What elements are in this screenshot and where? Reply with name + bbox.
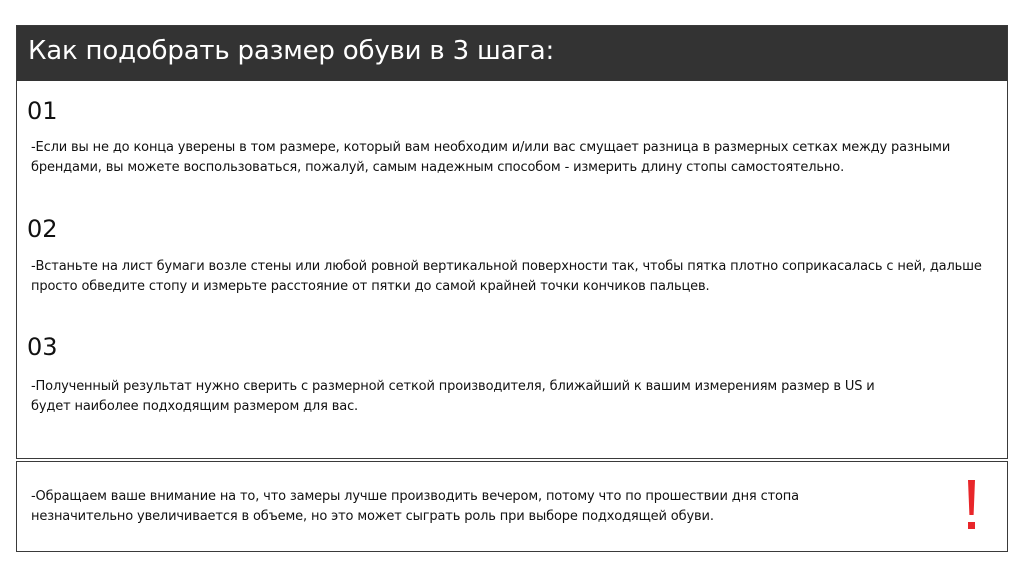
step-number: 02	[27, 215, 58, 243]
step-text: -Если вы не до конца уверены в том размере, который вам необходим и/или вас смущает разница в размерных сетках между разными брендами, вы можете воспользоваться, пожалуй, самым надежным способом - измерить длину стопы самостоятельно.	[31, 140, 951, 175]
note-text: -Обращаем ваше внимание на то, что замеры лучше производить вечером, потому что по прошествии дня стопа незначительно увеличивается в объеме, но это может сыграть роль при выборе подходящей обуви.	[31, 489, 799, 524]
step-text: -Встаньте на лист бумаги возле стены или любой ровной вертикальной поверхности так, чтобы пятка плотно соприкасалась с ней, дальше просто обведите стопу и измерьте расстояние от пятки до самой крайней точки кончиков пальцев.	[31, 259, 982, 294]
exclamation-icon	[963, 480, 983, 532]
exclamation-dot	[968, 522, 975, 529]
step-number: 01	[27, 97, 58, 125]
attention-note	[16, 461, 1008, 552]
instructions-card	[16, 25, 1008, 459]
page-title: Как подобрать размер обуви в 3 шага:	[28, 36, 555, 66]
exclamation-bar	[968, 480, 975, 515]
step-number: 03	[27, 333, 58, 361]
step-text: -Полученный результат нужно сверить с размерной сеткой производителя, ближайший к вашим измерениям размер в US и будет наиболее подходящим размером для вас.	[31, 379, 875, 414]
header-bar	[17, 26, 1007, 81]
